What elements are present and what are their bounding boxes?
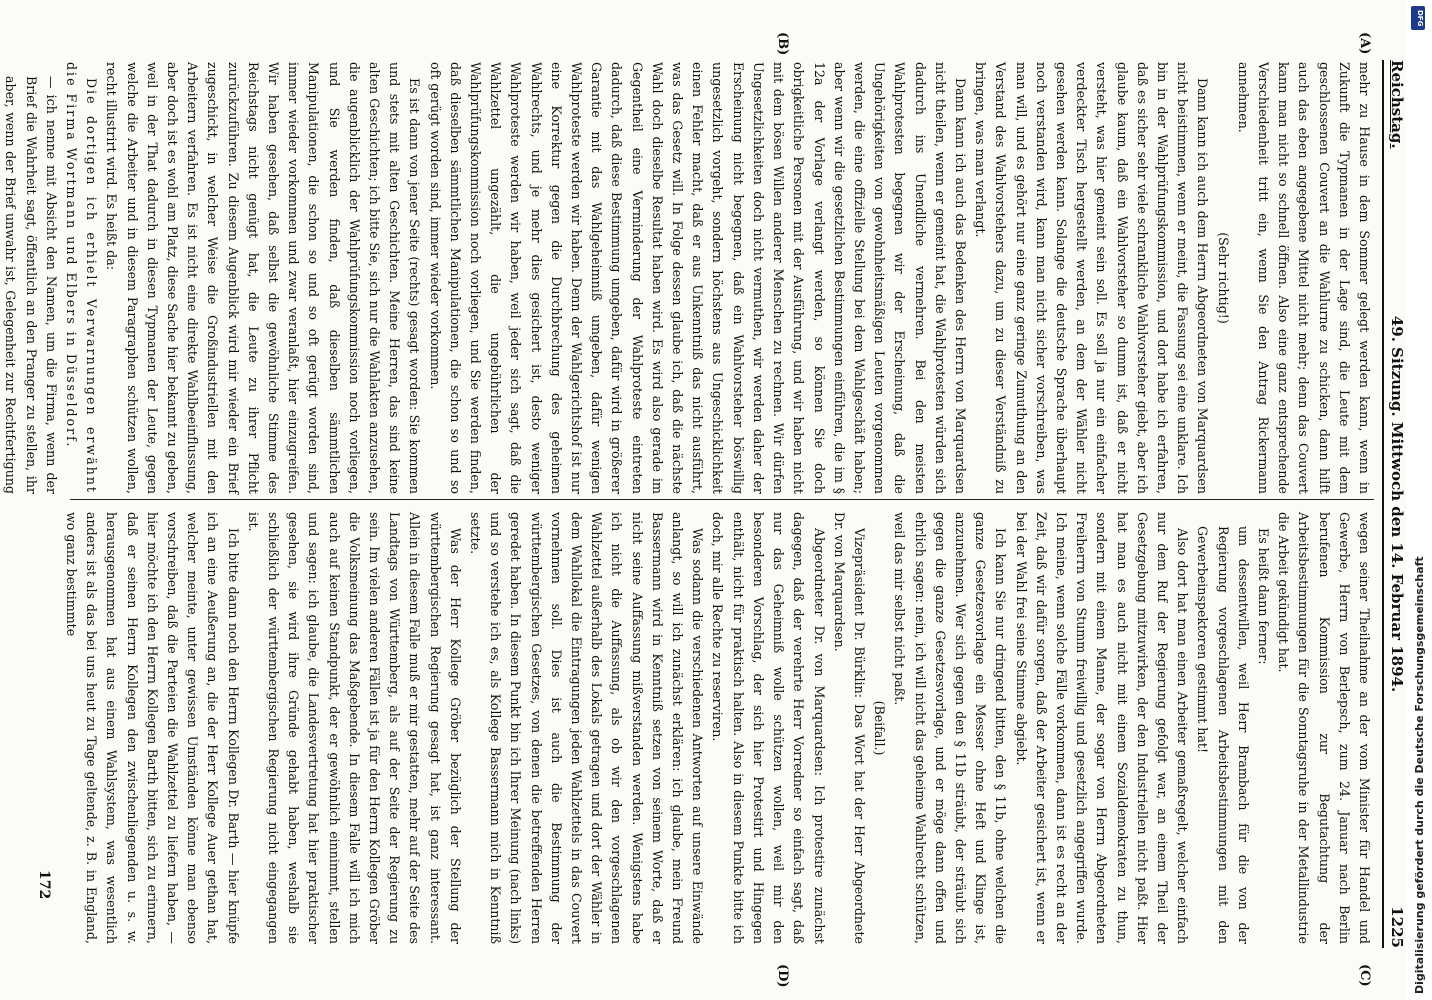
right-column	[64, 512, 1374, 944]
paragraph: Es ist dann von jener Seite (rechts) gesagt worden: Sie kommen und stets mit alten Geschichten. Meine Herren, das sind keine alten Geschichten; ich bitte Sie, sich nur die Wahlakten anzusehen, die augenblicklich der Wahlprüfungskommission noch vorliegen, und Sie werden finden, daß dieselben sämmtlichen Manipulationen, die schon so und so oft gerügt worden sind, immer wieder vorkommen und zwar veranlaßt, hier einzugreifen. Wir haben gesehen, daß selbst die gewöhnliche Stimme des Reichstags nicht genügt hat, die Leute zu ihrer Pflicht zurückzuführen. Zu diesem Augenblick wird mir wieder ein Brief zugeschickt, in welcher Weise die Großindustriellen mit den Arbeitern verfahren. Es ist nicht eine direkte Wahlbeeinflussung, aber doch ist es wohl am Platz, diese Sache hier bekannt zu geben, weil in der That dadurch in diesen Typmanen der Leute, gegen welche die Arbeiter und in diesem Paragraphen schützen wollen, recht illustrirt wird. Es heißt da:	[104, 62, 423, 494]
quoted-paragraph: um dessentwillen, weil Herr Brambach für die von der Regierung vorgeschlagenen Arbeitsbestimmungen mit den Gewerbeinspektoren gestimmt hat!	[1195, 526, 1251, 944]
interjection: (Sehr richtig!)	[1215, 232, 1231, 324]
paragraph: Ich bitte dann noch den Herrn Kollegen Dr. Barth — hier knüpfe ich an eine Aeußerung an, die der Herr Kollege Auer gethan hat, welcher meinte, unter gewissen Umständen könne man ebenso vorschreiben, daß die Parteien die Wahlzettel zu liefern haben, — hier möchte ich den Herrn Kollegen Barth bitten, sich zu erinnern, daß er seinen Herrn Kollegen den zwischenliegenden u. s. w. herausgenommen hat aus einem Wahlsystem, was wesentlich anders ist als das bei uns heut zu Tage geltende, z. B. in England, wo ganz bestimmte	[64, 512, 241, 944]
paragraph: Ich kann Sie nur dringend bitten, den § 11b, ohne welchen die ganze Gesetzesvorlage ein Messer ohne Heft und Klinge ist, anzunehmen. Wer sich gegen den § 11b sträubt, der sträubt sich gegen die ganze Gesetzesvorlage, und er möge dann offen und ehrlich sagen: nein, ich will nicht das geheime Wahlrecht schützen, weil das mir selbst nicht paßt.	[892, 512, 1009, 944]
column-divider	[70, 499, 1374, 500]
funding-notice: Digitalisierung gefördert durch die Deutsche Forschungsgemeinschaft	[1413, 556, 1426, 994]
dfg-logo-icon	[1411, 6, 1425, 30]
interjection: (Beifall.)	[872, 700, 888, 756]
paragraph: wegen seiner Theilnahme an der vom Minister für Handel und Gewerbe, Herrn von Berlepsch, zum 24. Januar nach Berlin berufenen Kommission zur Begutachtung der Arbeitsbestimmungen für die Sonntagsruhe in der Metallindustrie die Arbeit gekündigt hat.	[1276, 512, 1372, 944]
margin-letter-b: (B)	[775, 32, 790, 56]
margin-letter-c: (C)	[1357, 964, 1372, 987]
header-page-number: 1225	[1388, 906, 1406, 948]
header-session: 49. Sitzung. Mittwoch den 14. Februar 1894.	[1388, 315, 1406, 693]
paragraph: — ich nenne mit Absicht den Namen, um die Firma, wenn der Brief die Wahrheit sagt, öffentlich an den Pranger zu stellen, ihr aber, wenn der Brief unwahr ist, Gelegenheit zur Rechtfertigung	[3, 76, 59, 494]
paragraph: Es heißt dann ferner:	[1255, 528, 1271, 665]
margin-letter-a: (A)	[1357, 32, 1372, 55]
header-publication: Reichstag.	[1388, 60, 1406, 149]
paragraph: Was sodann die verschiedenen Antworten auf unsere Einwände anlangt, so will ich zunächst erklären: ich glaube, mein Freund Bassermann wird in Kenntniß setzen von seinem Worte, daß er nicht seine Auffassung mißverstanden werden. Wenigstens habe ich nicht die Auffassung, als ob wir den vorgeschlagenen Wahlzettel außerhalb des Lokals getragen und dort der Wähler in dem Wahllokal die Eintragungen jeden Wahlzettels in das Couvert vornehmen soll. Dies ist auch die Bestimmung der württembergischen Gesetzes, von denen die betreffenden Herren geredet haben. In diesem Punkt bin ich Ihrer Meinung (nach links) und so verstehe ich es, als Kollege Bassermann mich in Kenntniß setzte.	[468, 512, 706, 944]
footer-page-number: 172	[36, 870, 52, 900]
paragraph: mehr zu Hause in dem Sommer gelegt werden kann, wenn in Zukunft die Typmanen in der Lage sind, die Leute mit dem geschlossenen Couvert an die Wahlurne zu schicken, dann hilft auch das eben angegebene Mittel nicht mehr; denn das Couvert kann man nicht so schnell öffnen. Also eine ganz entsprechende Verschiedenheit tritt ein, wenn Sie den Antrag Rickermann annehmen.	[1235, 62, 1372, 494]
paragraph: Dann kann ich auch das Bedenken des Herrn von Marquardsen nicht theilen, wenn er gemeint hat, die Wahlprotesten würden sich dadurch ins Unendliche vermehren. Bei den meisten Wahlprotesten begegnen wir der Erscheinung, daß die Ungehörigkeiten von gewohnheitsmäßigen Leuten vorgenommen werden, die eine offizielle Stellung bei dem Wahlgeschäft haben; aber wenn wir die gesetzlichen Bestimmungen einführen, die im § 12a der Vorlage verlangt werden, so können Sie doch obrigkeitliche Personen mit der Ausführung, und wir haben nicht mit dem bösen Willen anderer Menschen zu rechnen. Wir dürfen Ungesetzlichkeiten doch nicht vermuthen, wir werden daher der Erscheinung nicht begegnen, daß ein Wahlvorsteher böswillig ungesetzlich vorgeht, sondern höchstens aus Ungeschicklichkeit einen Fehler macht, daß er aus Unkenntniß das nicht ausführt, was das Gesetz will. In Folge dessen glaube ich, daß die nächste Wahl doch dieselbe Resultat haben wird. Es wird also gerade im Gegentheil eine Verminderung der Wahlproteste eintreten dadurch, daß diese Bestimmung umgeben, dafür wird in größerer Garantie mit das Wahlgeheimniß umgeben, dafür wenigen Wahlproteste werden wir haben. Denn der Wahlgerichtshof ist nur eine Korrektur gegen die Durchbrechung des geheimen Wahlrechts, und je mehr dies gesichert ist, desto weniger Wahlproteste werden wir haben, weil jeder sich sagt, daß die Wahlzettel ungezählt, die ungebührlichen der Wahlprüfungskommission noch vorliegen, und Sie werden finden, daß dieselben sämmtlichen Manipulationen, die schon so und so oft gerügt worden sind, immer wieder vorkommen.	[427, 62, 968, 494]
left-column	[3, 62, 1374, 494]
paragraph: Dann kann ich auch dem Herrn Abgeordneten von Marquardsen nicht beistimmen, wenn er meint, die Fassung sei eine unklare. Ich bin in der Wahlprüfungskommission, und dort habe ich erfahren, daß es sicher sehr viele schrankliche Wahlvorsteher giebt, aber ich glaube kaum, daß ein Wahlvorsteher so dumm ist, daß er nicht versteht, was hier gemeint sein soll. Es soll ja nur ein einfacher verdeckter Tisch hergestellt werden, an dem der Wähler nicht gesehen werden kann. Solange die deutsche Sprache überhaupt noch verstanden wird, kann man nicht sicher vorschreiben, was man will, und es gehört nur eine ganz geringe Zumuthung an den Verstand des Wahlvorstehers dazu, um zu dieser Verständniß zu bringen, was man verlangt.	[973, 62, 1211, 494]
quoted-paragraph: Die dortigen ich erhielt Verwarnungen erwähnt die Firma Wortmann und Elbers in Düsseldorf.	[64, 62, 100, 494]
speaker-paragraph: Vizepräsident Dr. Bürklin: Das Wort hat der Herr Abgeordnete Dr. von Marquardsen.	[831, 512, 867, 944]
logo-label: DFG	[1416, 9, 1424, 27]
paragraph: Was der Herr Kollege Gröber bezüglich der Stellung der württembergischen Regierung gesagt hat, ist ganz interessant. Allein in diesem Falle muß er mir gestatten, mehr auf der Seite des Landtags von Württemberg, als auf der Seite der Regierung zu sein. Im vielen anderen Fällen ist ja für den Herrn Kollegen Gröber die Volksmeinung das Maßgebende. In diesem Falle will ich mich auch auf keinen Standpunkt, der er gewöhnlich einnimmt, stellen und sagen: ich glaube, die Landesvertretung hat hier praktischer gesehen, sie wird ihre Gründe gehabt haben, weshalb sie schließlich der württembergischen Regierung nicht eingegangen ist.	[245, 512, 463, 944]
paragraph: Also dort hat man einen Arbeiter gemaßregelt, welcher einfach nur dem Ruf der Regierung gefolgt war, an einem Theil der Gesetzgebung mitzuwirken, der den Industriellen nicht paßt. Hier hat man es auch nicht mit einem Sozialdemokraten zu thun, sondern mit einem Manne, der sogar von Herrn Abgeordneten Freiherrn von Stumm freiwillig und gesetzlich angegriffen wurde. Ich meine, wenn solche Fälle vorkommen, dann ist es recht an der Zeit, daß wir dafür sorgen, daß der Arbeiter gesichert ist, wenn er bei der Wahl frei seine Stimme abgiebt.	[1013, 512, 1191, 944]
speaker-paragraph: Abgeordneter Dr. von Marquardsen: Ich protestire zunächst dagegen, daß der verehrte Herr Vorredner so einfach sagt, daß nur das Geheimniß wolle schützen wollen, weil mir den besonderen Vorschlag, der sich hier Protestirt und Hingegen enthält, nicht für praktisch halten. Also in diesem Punkte bitte ich doch, mir alle Rechte zu reserviren.	[710, 512, 827, 944]
margin-letter-d: (D)	[775, 964, 790, 988]
